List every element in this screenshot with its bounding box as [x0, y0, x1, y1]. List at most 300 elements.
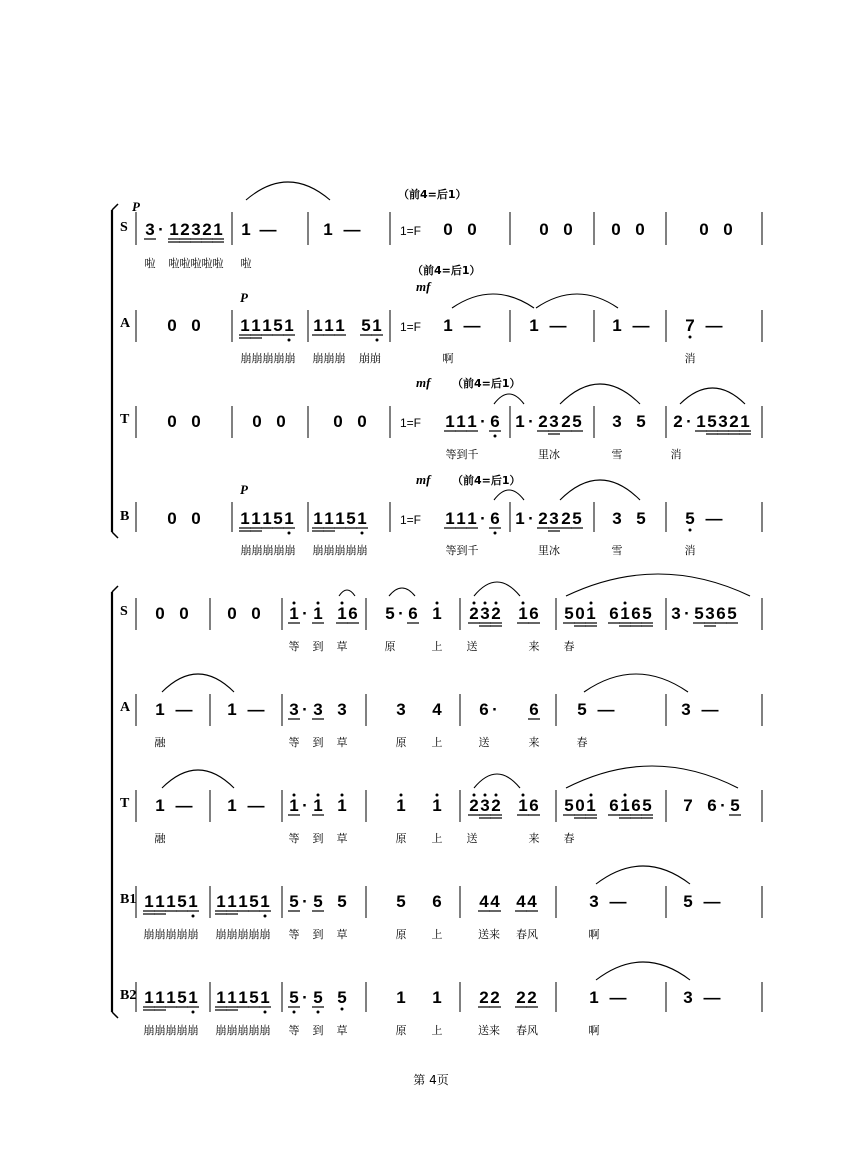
dot-note: ·	[398, 604, 404, 623]
lyric: 等到千	[445, 448, 479, 461]
note: 2	[491, 604, 501, 623]
page-number: 第 4页	[413, 1073, 449, 1087]
octave-dot-high	[495, 602, 498, 605]
slur	[584, 674, 688, 692]
note: 3	[549, 412, 559, 431]
note: 3	[718, 412, 728, 431]
slur	[474, 582, 520, 596]
slur	[596, 962, 690, 980]
note: 1	[589, 988, 599, 1007]
note: 5	[642, 604, 652, 623]
note: 1	[337, 796, 347, 815]
lyric: 崩崩崩崩崩	[215, 1024, 271, 1037]
note: 3	[289, 700, 299, 719]
sustain-dash: —	[597, 700, 615, 719]
lyric: 原	[395, 736, 407, 749]
lyric: 消	[670, 448, 682, 461]
sustain-dash: —	[609, 988, 627, 1007]
lyric: 等	[288, 736, 300, 749]
note: 5	[346, 509, 356, 528]
slur	[389, 588, 415, 596]
part-label: S	[120, 220, 128, 235]
note: 0	[167, 316, 177, 335]
note: 1	[357, 509, 367, 528]
lyric: 送	[466, 640, 478, 653]
note: 5	[177, 988, 187, 1007]
note: 0	[575, 604, 585, 623]
note: 1	[740, 412, 750, 431]
lyric: 啦	[240, 257, 252, 270]
note: 1	[696, 412, 706, 431]
dynamic-marking: P	[132, 199, 140, 214]
sustain-dash: —	[705, 316, 723, 335]
octave-dot-high	[341, 602, 344, 605]
note: 1	[445, 509, 455, 528]
note: 0	[467, 220, 477, 239]
note: 1	[227, 892, 237, 911]
note: 3	[683, 988, 693, 1007]
note: 1	[456, 412, 466, 431]
note: 2	[561, 412, 571, 431]
octave-dot-low	[293, 1011, 296, 1014]
lyric: 崩崩崩崩崩	[143, 928, 199, 941]
octave-dot-low	[192, 915, 195, 918]
note: 1	[337, 604, 347, 623]
note: 4	[527, 892, 537, 911]
note: 5	[289, 988, 299, 1007]
note: 6	[432, 892, 442, 911]
dot-note: ·	[158, 220, 164, 239]
key-signature: 1=F	[400, 513, 422, 527]
part-label: B1	[120, 892, 137, 907]
note: 1	[396, 796, 406, 815]
note: 0	[179, 604, 189, 623]
sustain-dash: —	[247, 796, 265, 815]
note: 1	[324, 316, 334, 335]
lyric: 送来	[478, 928, 500, 941]
note: 1	[396, 988, 406, 1007]
note: 3	[671, 604, 681, 623]
octave-dot-high	[522, 794, 525, 797]
note: 1	[372, 316, 382, 335]
note: 1	[166, 988, 176, 1007]
note: 1	[227, 988, 237, 1007]
key-signature: 1=F	[400, 416, 422, 430]
note: 1	[313, 509, 323, 528]
lyric: 到	[312, 928, 324, 941]
note: 4	[432, 700, 442, 719]
note: 6	[609, 604, 619, 623]
note: 5	[636, 509, 646, 528]
slur	[339, 590, 355, 596]
note: 1	[155, 796, 165, 815]
lyric: 到	[312, 640, 324, 653]
note: 5	[273, 509, 283, 528]
octave-dot-high	[341, 794, 344, 797]
dot-note: ·	[302, 604, 308, 623]
lyric: 草	[336, 832, 348, 845]
dot-note: ·	[720, 796, 726, 815]
dynamic-marking: P	[240, 482, 248, 497]
dot-note: ·	[528, 509, 534, 528]
note: 0	[227, 604, 237, 623]
key-signature: 1=F	[400, 224, 422, 238]
note: 3	[612, 509, 622, 528]
dynamic-marking: P	[240, 290, 248, 305]
note: 0	[191, 412, 201, 431]
note: 1	[443, 316, 453, 335]
octave-dot-high	[484, 794, 487, 797]
lyric: 春	[576, 736, 588, 749]
note: 0	[276, 412, 286, 431]
note: 0	[252, 412, 262, 431]
lyric: 来	[528, 832, 540, 845]
lyric: 到	[312, 1024, 324, 1037]
sustain-dash: —	[463, 316, 481, 335]
note: 1	[518, 604, 528, 623]
note: 1	[251, 316, 261, 335]
note: 5	[396, 892, 406, 911]
note: 2	[491, 796, 501, 815]
note: 0	[155, 604, 165, 623]
dot-note: ·	[302, 988, 308, 1007]
lyric: 春风	[516, 928, 538, 941]
note: 3	[681, 700, 691, 719]
note: 0	[357, 412, 367, 431]
note: 1	[323, 220, 333, 239]
note: 5	[361, 316, 371, 335]
key-signature: 1=F	[400, 320, 422, 334]
note: 1	[324, 509, 334, 528]
note: 0	[443, 220, 453, 239]
lyric: 崩崩崩崩崩	[240, 544, 296, 557]
slur	[474, 774, 520, 788]
sustain-dash: —	[549, 316, 567, 335]
note: 1	[155, 892, 165, 911]
note: 1	[216, 988, 226, 1007]
note: 3	[549, 509, 559, 528]
lyric: 来	[528, 640, 540, 653]
lyric: 融	[154, 736, 166, 749]
note: 1	[238, 988, 248, 1007]
note: 0	[539, 220, 549, 239]
bracket-hook-bottom	[112, 1012, 118, 1018]
note: 1	[612, 316, 622, 335]
octave-dot-high	[624, 794, 627, 797]
slur	[246, 182, 330, 200]
note: 1	[313, 796, 323, 815]
sustain-dash: —	[343, 220, 361, 239]
note: 2	[469, 604, 479, 623]
note: 3	[313, 700, 323, 719]
octave-dot-high	[495, 794, 498, 797]
note: 0	[563, 220, 573, 239]
modulation-marking: （前4=后1）	[398, 188, 467, 201]
dot-note: ·	[302, 796, 308, 815]
dot-note: ·	[684, 604, 690, 623]
note: 3	[396, 700, 406, 719]
modulation-marking: （前4=后1）	[452, 377, 521, 390]
dot-note: ·	[302, 700, 308, 719]
octave-dot-low	[361, 532, 364, 535]
lyric: 里冰	[538, 448, 560, 461]
note: 5	[707, 412, 717, 431]
note: 0	[611, 220, 621, 239]
note: 2	[527, 988, 537, 1007]
lyric: 里冰	[538, 544, 560, 557]
octave-dot-low	[288, 339, 291, 342]
sustain-dash: —	[175, 796, 193, 815]
note: 1	[241, 220, 251, 239]
note: 1	[432, 604, 442, 623]
part-label: A	[120, 316, 131, 331]
sustain-dash: —	[175, 700, 193, 719]
note: 5	[730, 796, 740, 815]
octave-dot-low	[494, 532, 497, 535]
note: 6	[490, 509, 500, 528]
note: 5	[572, 412, 582, 431]
lyric: 草	[336, 736, 348, 749]
note: 6	[529, 796, 539, 815]
octave-dot-high	[436, 794, 439, 797]
note: 2	[538, 509, 548, 528]
dot-note: ·	[528, 412, 534, 431]
lyric: 草	[336, 928, 348, 941]
note: 1	[515, 412, 525, 431]
lyric: 春	[563, 832, 575, 845]
lyric: 上	[431, 928, 443, 941]
note: 0	[333, 412, 343, 431]
dynamic-marking: mf	[416, 279, 431, 294]
note: 5	[249, 892, 259, 911]
sustain-dash: —	[259, 220, 277, 239]
lyric: 崩崩崩崩崩	[143, 1024, 199, 1037]
note: 2	[469, 796, 479, 815]
note: 2	[180, 220, 190, 239]
note: 1	[262, 316, 272, 335]
note: 0	[723, 220, 733, 239]
note: 5	[313, 892, 323, 911]
note: 1	[284, 509, 294, 528]
part-label: B2	[120, 988, 137, 1003]
note: 5	[694, 604, 704, 623]
note: 1	[155, 700, 165, 719]
sustain-dash: —	[701, 700, 719, 719]
lyric: 草	[336, 1024, 348, 1037]
lyric: 消	[684, 352, 696, 365]
note: 5	[683, 892, 693, 911]
note: 2	[516, 988, 526, 1007]
note: 5	[249, 988, 259, 1007]
note: 4	[516, 892, 526, 911]
note: 2	[490, 988, 500, 1007]
note: 2	[561, 509, 571, 528]
lyric: 原	[384, 640, 396, 653]
octave-dot-low	[264, 915, 267, 918]
slur	[560, 480, 640, 500]
slur	[560, 384, 640, 404]
lyric: 崩崩	[359, 352, 381, 365]
note: 1	[169, 220, 179, 239]
dynamic-marking: mf	[416, 472, 431, 487]
note: 1	[515, 509, 525, 528]
bracket-hook-top	[112, 586, 118, 592]
lyric: 到	[312, 832, 324, 845]
lyric: 春风	[516, 1024, 538, 1037]
note: 1	[213, 220, 223, 239]
lyric: 啦啦啦啦啦	[168, 257, 224, 270]
note: 1	[586, 796, 596, 815]
note: 6	[490, 412, 500, 431]
part-label: S	[120, 604, 128, 619]
dynamic-marking: mf	[416, 375, 431, 390]
note: 3	[191, 220, 201, 239]
note: 2	[202, 220, 212, 239]
octave-dot-high	[522, 602, 525, 605]
octave-dot-low	[317, 1011, 320, 1014]
lyric: 春	[563, 640, 575, 653]
note: 2	[673, 412, 683, 431]
note: 1	[188, 892, 198, 911]
octave-dot-low	[341, 1008, 344, 1011]
note: 0	[167, 509, 177, 528]
note: 1	[620, 604, 630, 623]
note: 5	[636, 412, 646, 431]
note: 6	[408, 604, 418, 623]
note: 4	[479, 892, 489, 911]
note: 1	[620, 796, 630, 815]
dot-note: ·	[480, 412, 486, 431]
note: 3	[589, 892, 599, 911]
note: 1	[262, 509, 272, 528]
note: 5	[337, 892, 347, 911]
octave-dot-high	[293, 602, 296, 605]
note: 5	[564, 796, 574, 815]
dot-note: ·	[302, 892, 308, 911]
lyric: 等	[288, 640, 300, 653]
note: 5	[685, 509, 695, 528]
lyric: 上	[431, 1024, 443, 1037]
lyric: 来	[528, 736, 540, 749]
note: 1	[227, 796, 237, 815]
note: 1	[284, 316, 294, 335]
slur	[162, 770, 234, 788]
lyric: 消	[684, 544, 696, 557]
note: 4	[490, 892, 500, 911]
note: 1	[445, 412, 455, 431]
note: 1	[518, 796, 528, 815]
note: 2	[479, 988, 489, 1007]
lyric: 啦	[144, 257, 156, 270]
slur	[680, 388, 745, 404]
octave-dot-high	[317, 602, 320, 605]
note: 5	[727, 604, 737, 623]
sustain-dash: —	[703, 892, 721, 911]
note: 6	[348, 604, 358, 623]
slur	[452, 294, 534, 308]
note: 1	[432, 796, 442, 815]
lyric: 上	[431, 736, 443, 749]
bracket-hook-bottom	[112, 532, 118, 538]
octave-dot-low	[494, 435, 497, 438]
lyric: 等	[288, 928, 300, 941]
note: 1	[467, 509, 477, 528]
part-label: T	[120, 796, 130, 811]
slur	[494, 394, 524, 404]
note: 5	[313, 988, 323, 1007]
modulation-marking: （前4=后1）	[452, 474, 521, 487]
note: 1	[456, 509, 466, 528]
note: 6	[716, 604, 726, 623]
octave-dot-high	[400, 794, 403, 797]
note: 2	[538, 412, 548, 431]
lyric: 啊	[442, 352, 454, 365]
sustain-dash: —	[609, 892, 627, 911]
note: 1	[238, 892, 248, 911]
sustain-dash: —	[632, 316, 650, 335]
octave-dot-high	[590, 602, 593, 605]
note: 6	[707, 796, 717, 815]
part-label: B	[120, 509, 130, 524]
note: 0	[251, 604, 261, 623]
octave-dot-low	[376, 339, 379, 342]
lyric: 原	[395, 832, 407, 845]
note: 1	[227, 700, 237, 719]
part-label: A	[120, 700, 131, 715]
sustain-dash: —	[703, 988, 721, 1007]
dot-note: ·	[686, 412, 692, 431]
octave-dot-high	[484, 602, 487, 605]
note: 0	[699, 220, 709, 239]
lyric: 崩崩崩	[312, 352, 346, 365]
part-label: T	[120, 412, 130, 427]
octave-dot-high	[473, 794, 476, 797]
note: 0	[191, 316, 201, 335]
lyric: 上	[431, 832, 443, 845]
note: 5	[289, 892, 299, 911]
octave-dot-low	[689, 336, 692, 339]
octave-dot-high	[317, 794, 320, 797]
bracket-hook-top	[112, 204, 118, 210]
note: 5	[385, 604, 395, 623]
note: 7	[683, 796, 693, 815]
lyric: 融	[154, 832, 166, 845]
note: 0	[635, 220, 645, 239]
note: 1	[216, 892, 226, 911]
slur	[162, 674, 234, 692]
note: 1	[144, 892, 154, 911]
note: 1	[467, 412, 477, 431]
slur	[566, 766, 738, 788]
note: 1	[188, 988, 198, 1007]
sustain-dash: —	[705, 509, 723, 528]
note: 5	[564, 604, 574, 623]
slur	[536, 294, 618, 308]
note: 5	[337, 988, 347, 1007]
note: 5	[177, 892, 187, 911]
dot-note: ·	[492, 700, 498, 719]
lyric: 啊	[588, 1024, 600, 1037]
octave-dot-high	[436, 602, 439, 605]
lyric: 送来	[478, 1024, 500, 1037]
note: 6	[529, 604, 539, 623]
lyric: 等	[288, 1024, 300, 1037]
note: 1	[144, 988, 154, 1007]
note: 2	[729, 412, 739, 431]
note: 6	[479, 700, 489, 719]
note: 1	[240, 509, 250, 528]
lyric: 送	[466, 832, 478, 845]
